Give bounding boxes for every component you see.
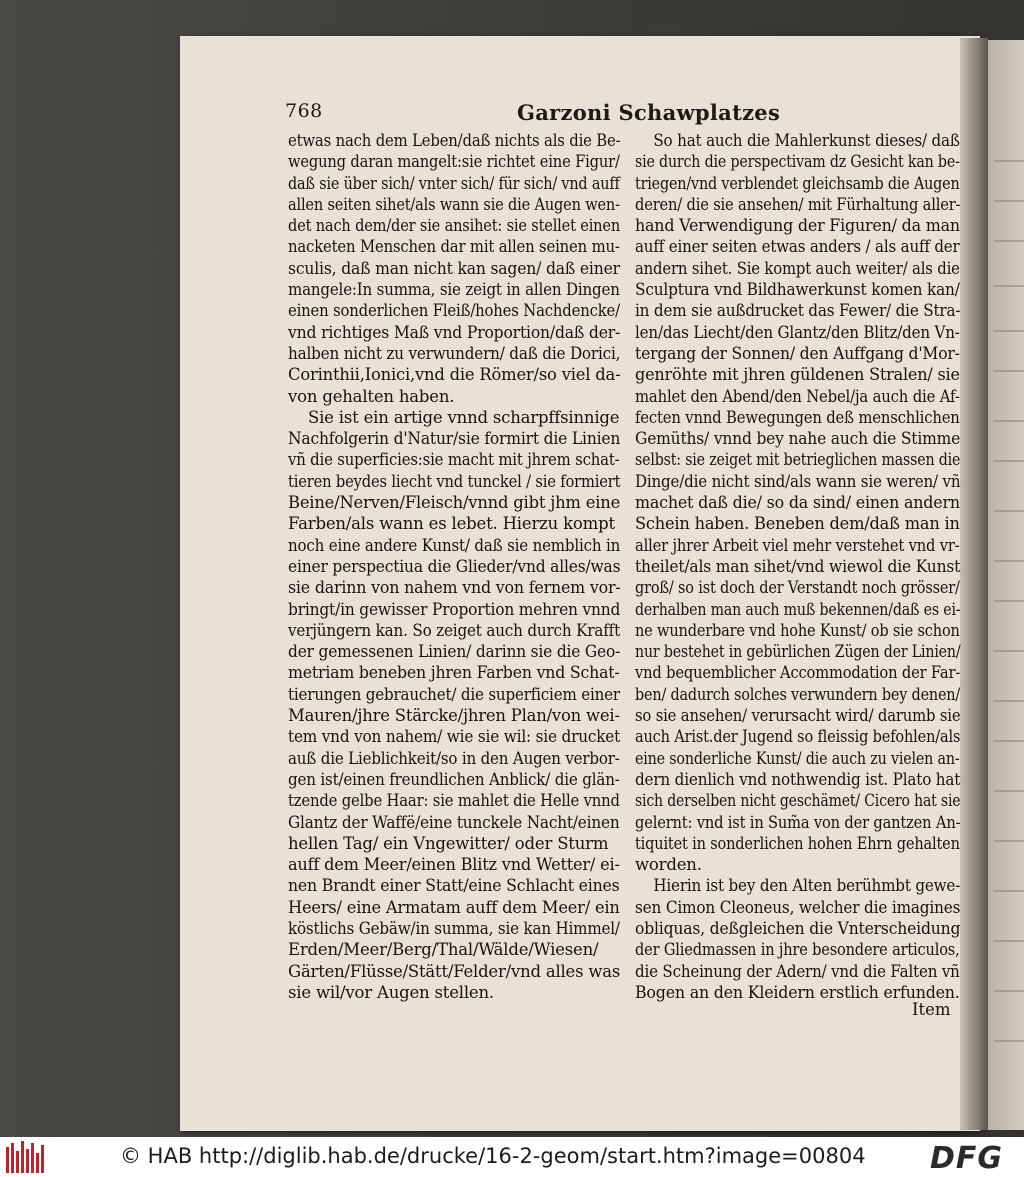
text-line: ben/ dadurch solches verwundern bey denen/ <box>635 684 961 704</box>
text-line: sie durch die perspectivam dz Gesicht kan be- <box>635 152 960 172</box>
text-line: sie wil/vor Augen stellen. <box>288 982 494 1002</box>
text-line: Sculptura vnd Bildhawerkunst komen kan/ <box>635 280 960 300</box>
text-line: der gemessenen Linien/ darinn sie die Geo- <box>288 642 621 662</box>
text-line: selbst: sie zeiget mit betrieglichen massen die <box>635 450 961 470</box>
text-line: machet daß die/ so da sind/ einen andern <box>635 493 960 513</box>
text-line: Farben/als wann es lebet. Hierzu kompt <box>288 514 615 534</box>
text-line: det nach dem/der sie ansihet: sie stellet einen <box>288 216 621 236</box>
text-line: Glantz der Waffë/eine tunckele Nacht/einen <box>288 812 620 832</box>
text-line: ne wunderbare vnd hohe Kunst/ ob sie schon <box>635 620 960 640</box>
source-url-link[interactable]: © HAB http://diglib.hab.de/drucke/16-2-geom/start.htm?image=00804 <box>120 1144 866 1168</box>
text-line: Gemüths/ vnnd bey nahe auch die Stimme <box>635 429 961 449</box>
text-line: gen ist/einen freundlichen Anblick/ die glän- <box>288 769 620 789</box>
text-line: tergang der Sonnen/ den Auffgang d'Mor- <box>635 343 960 363</box>
text-line: einen sonderlichen Fleiß/hohes Nachdencke/ <box>288 301 621 321</box>
text-line: worden. <box>635 855 702 875</box>
text-line: eine sonderliche Kunst/ die auch zu vielen an- <box>635 748 960 768</box>
text-line: Bogen an den Kleidern erstlich erfunden. <box>635 982 960 1002</box>
text-line: Mauren/jhre Stärcke/jhren Plan/von wei- <box>288 706 620 726</box>
text-line: vnd richtiges Maß vnd Proportion/daß der- <box>288 322 621 342</box>
text-line: sie darinn von nahem vnd von fernem vor- <box>288 578 621 598</box>
text-line: einer perspectiua die Glieder/vnd alles/was <box>288 556 621 576</box>
right-text-column <box>635 130 960 1003</box>
text-line: Erden/Meer/Berg/Thal/Wälde/Wiesen/ <box>288 940 599 960</box>
text-line: Schein haben. Beneben dem/daß man in <box>635 514 960 534</box>
dfg-logo: DFG <box>930 1141 1004 1176</box>
text-line: von gehalten haben. <box>288 386 455 406</box>
text-line: triegen/vnd verblendet gleichsamb die Augen <box>635 173 960 193</box>
text-line: len/das Liecht/den Glantz/den Blitz/den Vn- <box>635 322 960 342</box>
text-line: bringt/in gewisser Proportion mehren vnnd <box>288 599 621 619</box>
text-line: dern dienlich vnd nothwendig ist. Plato hat <box>635 769 961 789</box>
text-line: aller jhrer Arbeit viel mehr verstehet vnd vr- <box>635 535 960 555</box>
text-line: tierungen gebrauchet/ die superficiem einer <box>288 684 620 704</box>
text-line: sich derselben nicht geschämet/ Cicero hat sie <box>635 791 961 811</box>
page-number: 768 <box>285 100 323 122</box>
hab-logo-icon <box>4 1141 48 1173</box>
text-line: hand Verwendigung der Figuren/ da man <box>635 216 960 236</box>
left-text-column <box>288 130 620 1003</box>
text-line: der Gliedmassen in jhre besondere articulos, <box>635 940 960 960</box>
text-line: hellen Tag/ ein Vngewitter/ oder Sturm <box>288 833 609 853</box>
text-line: vnd bequemblicher Accommodation der Far- <box>635 663 961 683</box>
text-line: mangele:In summa, sie zeigt in allen Dingen <box>288 280 620 300</box>
text-line: verjüngern kan. So zeiget auch durch Krafft <box>288 620 621 640</box>
text-line: Gärten/Flüsse/Stätt/Felder/vnd alles was <box>288 961 621 981</box>
text-line: so sie ansehen/ verursacht wird/ darumb sie <box>635 706 961 726</box>
text-line: Beine/Nerven/Fleisch/vnnd gibt jhm eine <box>288 493 621 513</box>
text-line: tzende gelbe Haar: sie mahlet die Helle vnnd <box>288 791 620 811</box>
text-line: nur bestehet in gebürlichen Zügen der Linien/ <box>635 642 961 662</box>
text-line: nen Brandt einer Statt/eine Schlacht eines <box>288 876 620 896</box>
text-line: etwas nach dem Leben/daß nichts als die Be- <box>288 131 621 150</box>
running-title: Garzoni Schawplatzes <box>517 100 781 125</box>
text-line: daß sie über sich/ vnter sich/ für sich/ vnd auff <box>288 173 620 193</box>
book-spine <box>960 38 988 1130</box>
text-line: tem vnd von nahem/ wie sie wil: sie drucket <box>288 727 621 747</box>
text-line: die Scheinung der Adern/ vnd die Falten vñ <box>635 961 960 981</box>
text-line: auch Arist.der Jugend so fleissig befohlen/als <box>635 727 961 747</box>
text-line: wegung daran mangelt:sie richtet eine Figur/ <box>288 152 620 172</box>
text-line: auff dem Meer/einen Blitz vnd Wetter/ ei- <box>288 855 620 875</box>
text-line: sculis, daß man nicht kan sagen/ daß einer <box>288 258 620 278</box>
text-line: deren/ die sie ansehen/ mit Fürhaltung aller- <box>635 194 961 214</box>
text-line: Heers/ eine Armatam auff dem Meer/ ein <box>288 897 620 917</box>
text-line: köstlichs Gebäw/in summa, sie kan Himmel/ <box>288 918 620 938</box>
text-line: gelernt: vnd ist in Sum̃a von der gantzen An- <box>635 812 961 832</box>
text-line: Nachfolgerin d'Natur/sie formirt die Linien <box>288 429 621 449</box>
text-line: in dem sie außdrucket das Fewer/ die Stra- <box>635 301 961 321</box>
text-line: allen seiten sihet/als wann sie die Augen wen- <box>288 194 620 214</box>
text-line: fecten vnnd Bewegungen deß menschlichen <box>635 407 960 427</box>
text-line: vñ die superficies:sie macht mit jhrem schat- <box>288 450 620 470</box>
text-line: So hat auch die Mahlerkunst dieses/ daß <box>653 131 960 150</box>
text-line: Dinge/die nicht sind/als wann sie weren/ vñ <box>635 471 961 491</box>
text-line: metriam beneben jhren Farben vnd Schat- <box>288 663 620 683</box>
text-line: nacketen Menschen dar mit allen seinen mu- <box>288 237 620 257</box>
text-line: theilet/als man sihet/vnd wiewol die Kunst <box>635 556 961 576</box>
text-line: obliquas, deßgleichen die Vnterscheidung <box>635 918 961 938</box>
catchword: Item <box>912 1000 951 1019</box>
text-line: mahlet den Abend/den Nebel/ja auch die Af- <box>635 386 960 406</box>
page-header <box>285 100 965 130</box>
text-line: groß/ so ist doch der Verstandt noch grösser/ <box>635 578 960 598</box>
text-line: andern sihet. Sie kompt auch weiter/ als die <box>635 258 960 278</box>
text-line: sen Cimon Cleoneus, welcher die imagines <box>635 897 961 917</box>
text-line: auß die Lieblichkeit/so in den Augen verbor- <box>288 748 620 768</box>
text-line: halben nicht zu verwundern/ daß die Dorici, <box>288 343 621 363</box>
text-line: auff einer seiten etwas anders / als auff der <box>635 237 960 257</box>
text-line: derhalben man auch muß bekennen/daß es ei- <box>635 599 961 619</box>
text-line: tieren beydes liecht vnd tunckel / sie formiert <box>288 471 621 491</box>
text-line: Sie ist ein artige vnnd scharpffsinnige <box>308 407 620 427</box>
text-line: Hierin ist bey den Alten berühmbt gewe- <box>653 876 961 896</box>
text-line: Corinthii,Ionici,vnd die Römer/so viel da- <box>288 365 621 385</box>
facing-page-edge <box>988 40 1024 1130</box>
footer-bar <box>0 1137 1024 1177</box>
text-line: noch eine andere Kunst/ daß sie nemblich in <box>288 535 621 555</box>
text-line: tiquitet in sonderlichen hohen Ehrn gehalten <box>635 833 960 853</box>
text-line: genröhte mit jhren güldenen Stralen/ sie <box>635 365 960 385</box>
